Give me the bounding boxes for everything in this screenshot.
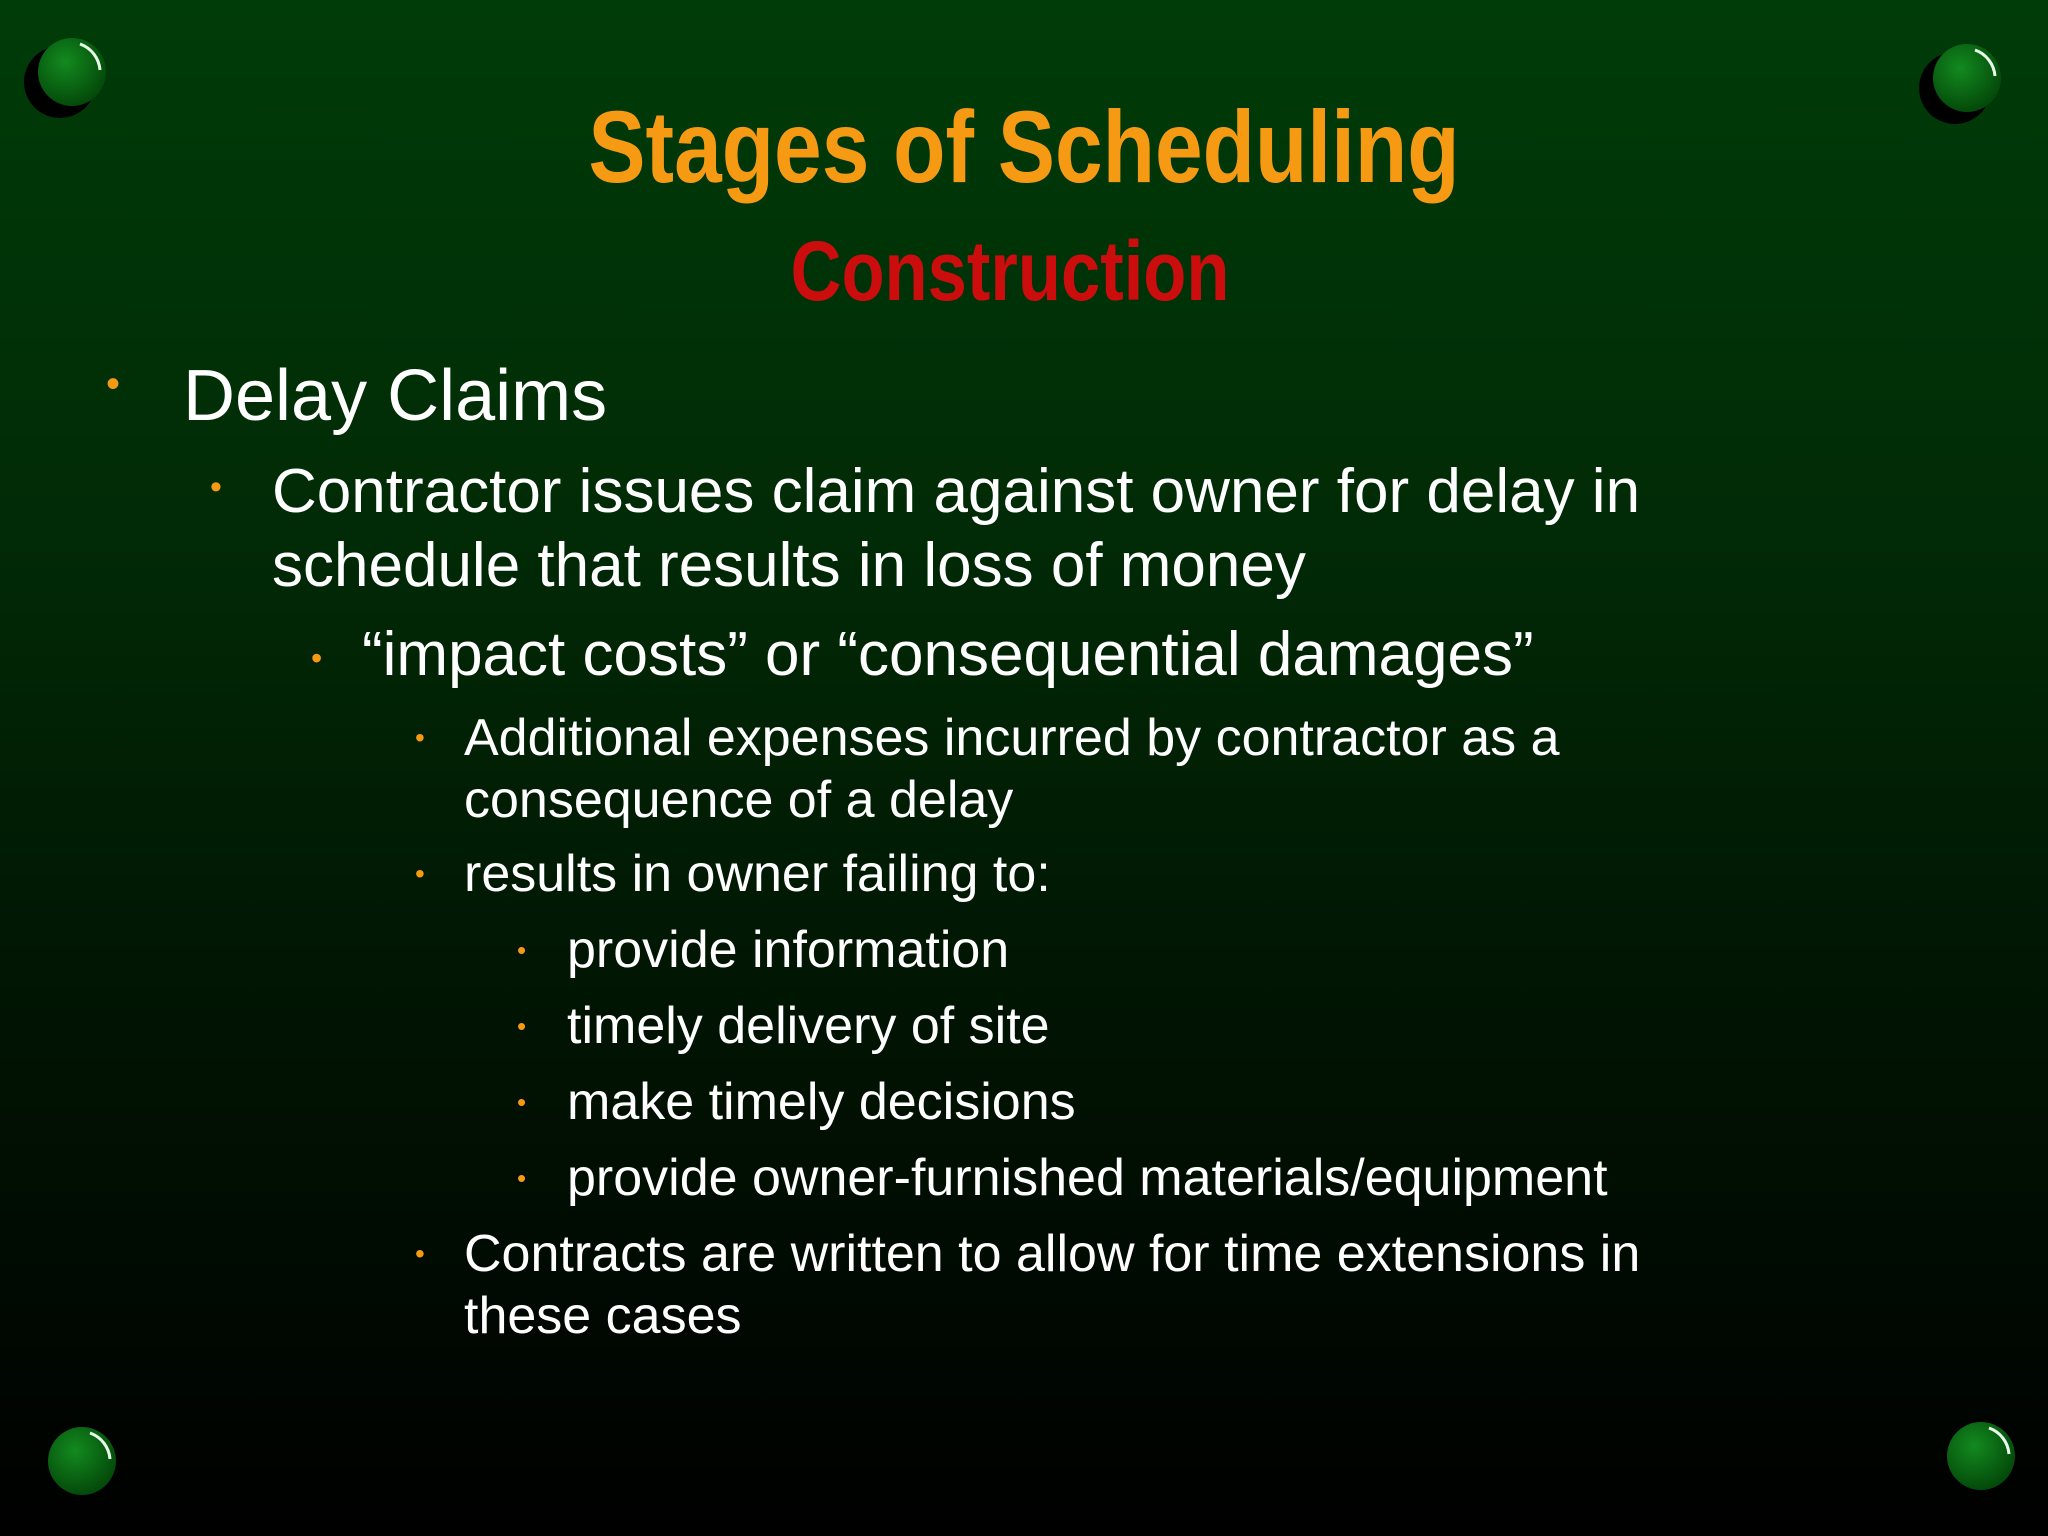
bullet-icon: •	[415, 1238, 425, 1269]
slide-title: Stages of Scheduling	[588, 90, 1460, 204]
outline-item-level-4-line-2: these cases	[464, 1287, 742, 1345]
bullet-icon: •	[517, 1163, 527, 1193]
outline-item-level-2-line-1: Contractor issues claim against owner for delay in	[272, 457, 1641, 526]
bullet-icon: •	[517, 1011, 527, 1041]
bullet-icon: •	[415, 858, 425, 889]
bullet-icon: •	[517, 935, 527, 965]
outline-item-level-2-line-2: schedule that results in loss of money	[272, 531, 1306, 600]
bullet-icon: •	[311, 640, 323, 676]
outline-item-level-4-line-1: Additional expenses incurred by contractor as a	[464, 709, 1560, 767]
corner-dot-top-left-icon	[22, 30, 112, 120]
outline-item-level-1: Delay Claims	[183, 356, 608, 436]
bullet-icon: •	[106, 362, 121, 406]
outline-item-level-4-line-1: Contracts are written to allow for time extensions in	[464, 1225, 1641, 1283]
outline-item-level-3: “impact costs” or “consequential damages”	[362, 620, 1534, 689]
outline-item-level-5: provide owner-furnished materials/equipment	[567, 1149, 1608, 1207]
outline-item-level-5: make timely decisions	[567, 1073, 1076, 1131]
corner-dot-bottom-right-icon	[1935, 1410, 2025, 1500]
outline-item-level-4-line-2: consequence of a delay	[464, 771, 1014, 829]
corner-dot-bottom-left-icon	[36, 1415, 126, 1505]
bullet-icon: •	[210, 468, 222, 506]
bullet-icon: •	[517, 1087, 527, 1117]
slide-subtitle: Construction	[790, 224, 1230, 318]
outline-item-level-5: timely delivery of site	[567, 997, 1050, 1055]
corner-dot-top-right-icon	[1917, 36, 2007, 126]
outline-item-level-5: provide information	[567, 921, 1010, 979]
bullet-icon: •	[415, 722, 425, 753]
outline-item-level-4: results in owner failing to:	[464, 845, 1051, 903]
